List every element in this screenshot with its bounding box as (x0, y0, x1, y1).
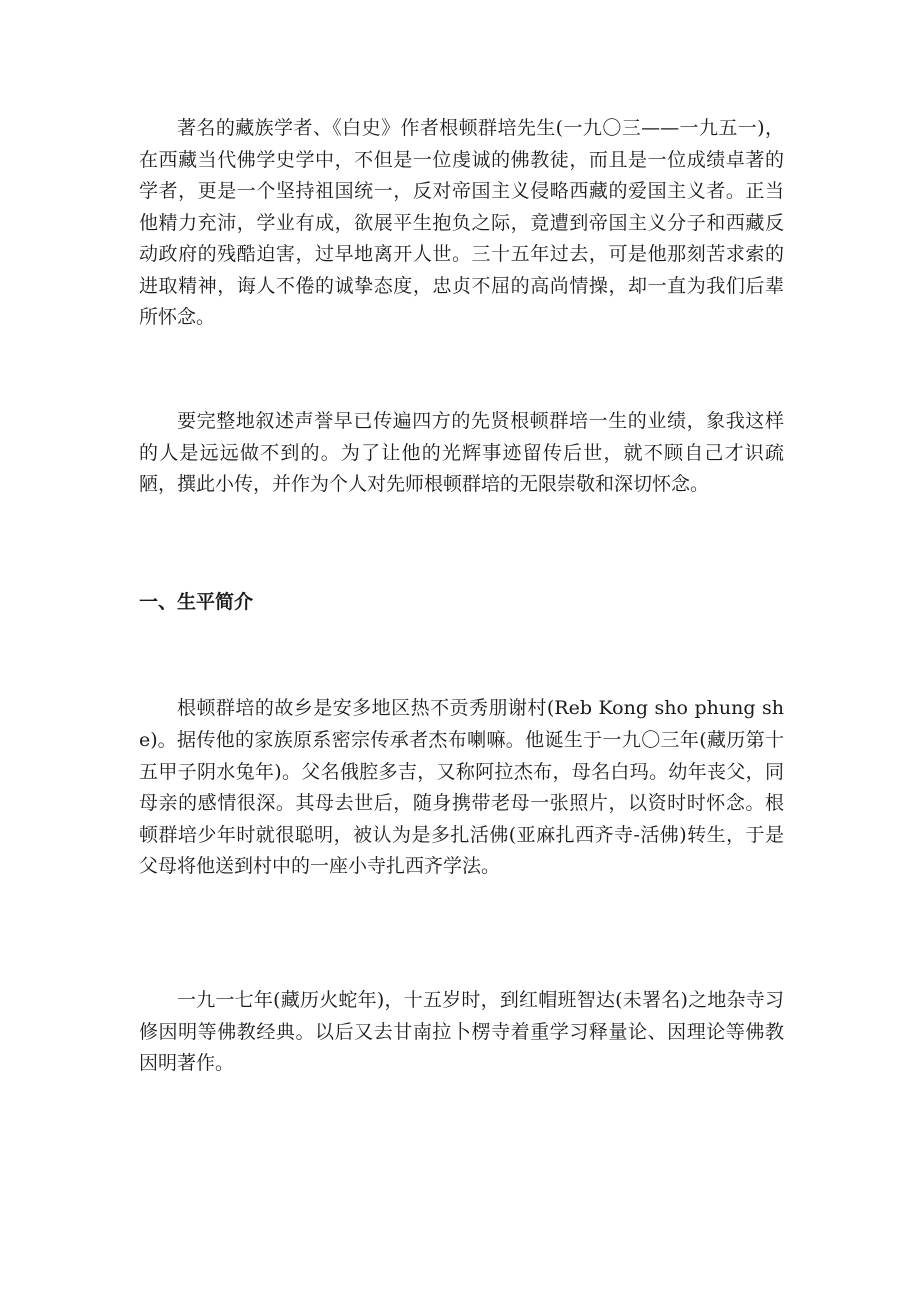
section-heading: 一、生平简介 (139, 591, 254, 613)
bio-paragraph-2: 据传他的家族原系密宗传承者杰布喇嘛。他诞生于一九〇三年(藏历第十五甲子阴水兔年)。父名俄腔多吉，又称阿拉杰布，母名白玛。幼年丧父，同母亲的感情很深。其母去世后，随身携带老母一张照片，以资时时怀念。根顿群培少年时就很聪明，被认为是多扎活佛(亚麻扎西齐寺-活佛)转生，于是父母将他送到村中的一座小寺扎西齐学法。 (139, 729, 784, 877)
bio-paragraph-1: 根顿群培的故乡是安多地区热不贡秀朋谢村(Reb Kong sho phung she)。 (139, 697, 784, 751)
bio-paragraph-3: 一九一七年(藏历火蛇年)，十五岁时，到红帽班智达(未署名)之地杂寺习修因明等佛教经典。以后又去甘南拉卜楞寺着重学习释量论、因理论等佛教因明著作。 (139, 989, 784, 1074)
intro-paragraph-2: 要完整地叙述声誉早已传遍四方的先贤根顿群培一生的业绩，象我这样的人是远远做不到的。为了让他的光辉事迹留传后世，就不顾自己才识疏陋，撰此小传，并作为个人对先师根顿群培的无限崇敬和深切怀念。 (139, 410, 784, 495)
intro-paragraph-1: 著名的藏族学者、《白史》作者根顿群培先生(一九〇三——一九五一)，在西藏当代佛学史学中，不但是一位虔诚的佛教徒，而且是一位成绩卓著的学者，更是一个坚持祖国统一，反对帝国主义侵略西藏的爱国主义者。正当他精力充沛，学业有成，欲展平生抱负之际，竟遭到帝国主义分子和西藏反动政府的残酷迫害，过早地离开人世。三十五年过去，可是他那刻苦求索的进取精神，诲人不倦的诚挚态度，忠贞不屈的高尚情操，却一直为我们后辈所怀念。 (139, 117, 784, 328)
